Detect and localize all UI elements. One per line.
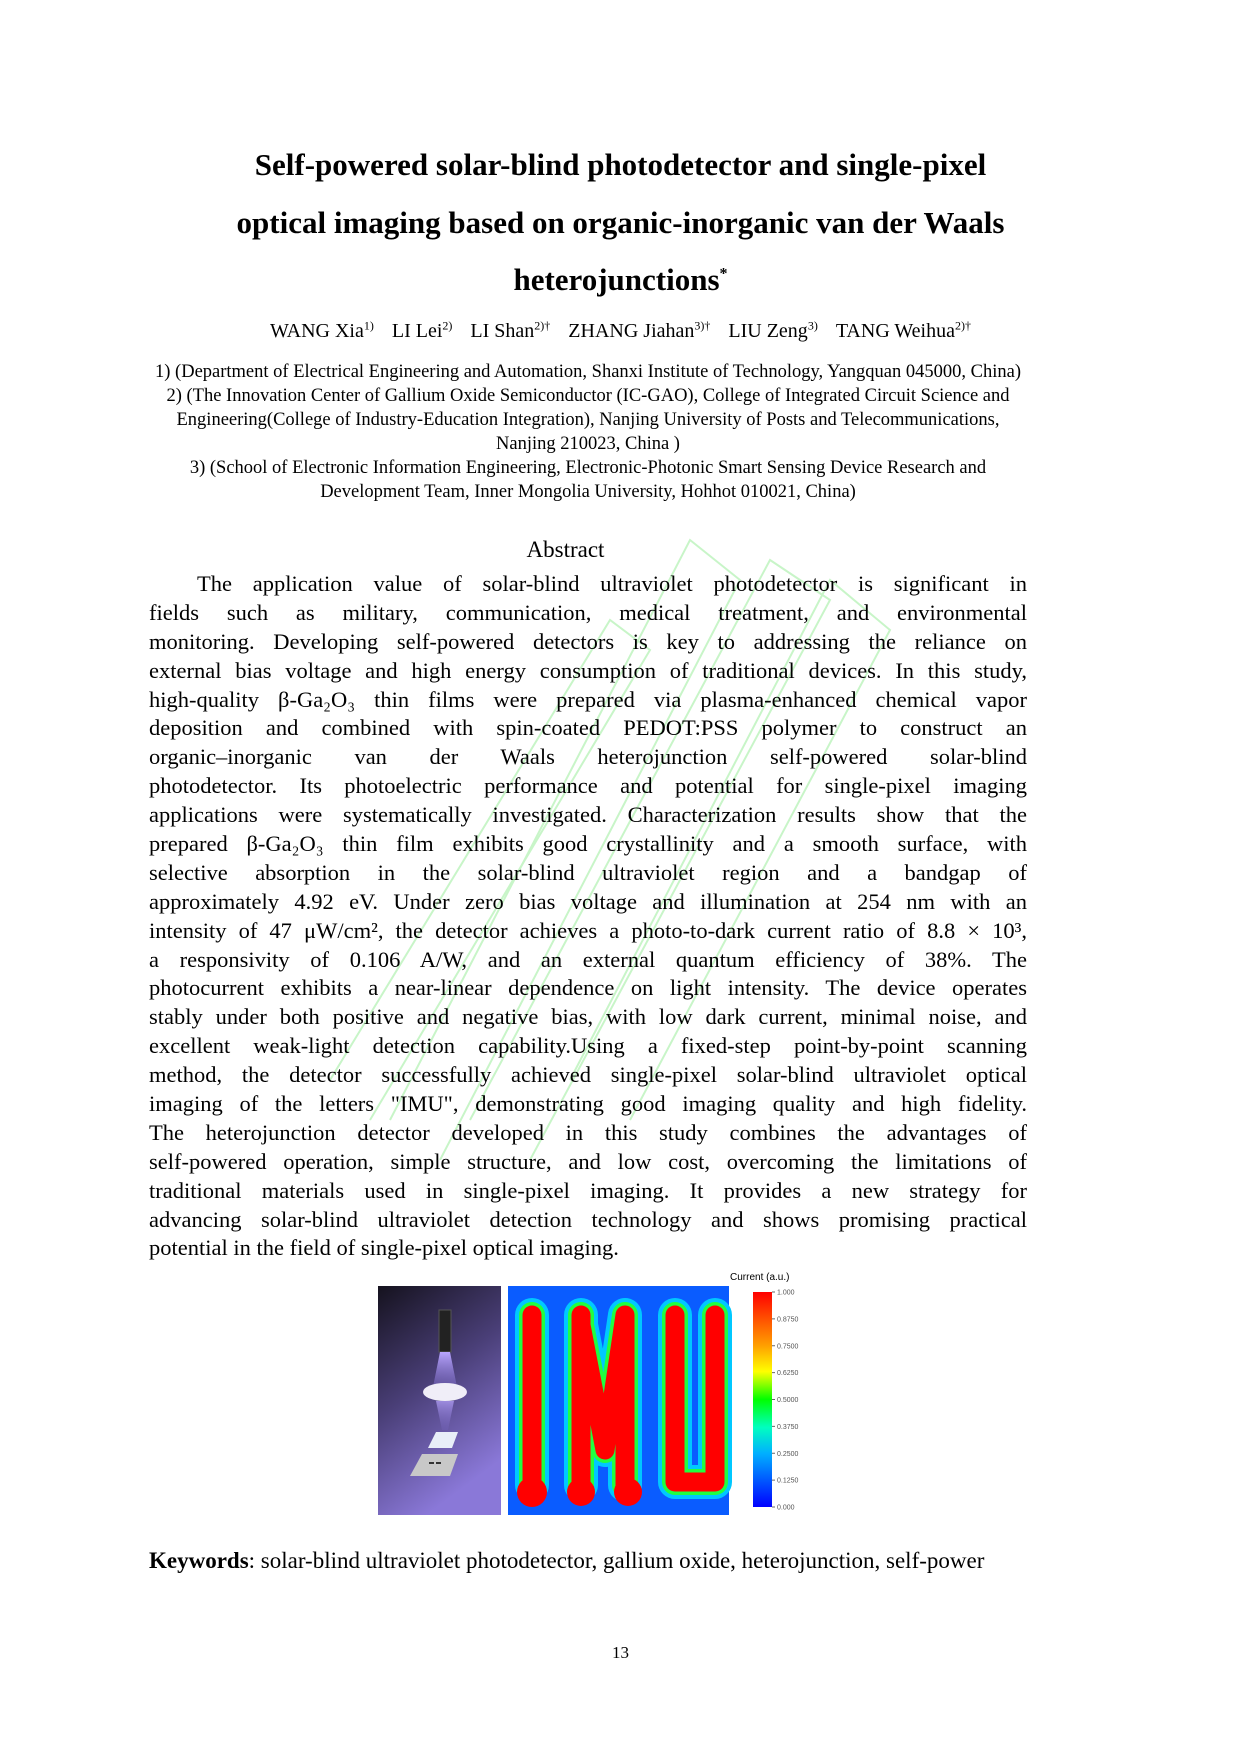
abstract-line: deposition and combined with spin-coated PEDOT:PSS polymer to construct an	[149, 715, 1027, 741]
colorbar-tick-label: 0.5000	[777, 1397, 799, 1404]
author-name: LI Lei	[391, 319, 443, 342]
abstract-line: prepared β-Ga₂O₃ thin film exhibits good crystallinity and a smooth surface, with	[149, 831, 1027, 857]
abstract-line: The application value of solar-blind ultraviolet photodetector is significant in	[197, 571, 1027, 596]
colorbar-tick-label: 0.3750	[777, 1423, 799, 1431]
abstract-line: photocurrent exhibits a near-linear dependence on light intensity. The device operates	[149, 975, 1027, 1001]
author	[392, 320, 453, 342]
affiliation-1: 1) (Department of Electrical Engineering and Automation, Shanxi Institute of Technology, Yangquan 045000, China)	[155, 362, 1021, 382]
keywords-text: : solar-blind ultraviolet photodetector, gallium oxide, heterojunction, self-power	[248, 1548, 985, 1573]
abstract-line: intensity of 47 μW/cm², the detector achieves a photo-to-dark current ratio of 8.8 × 10³,	[149, 917, 1027, 943]
title-footnote-mark: *	[719, 265, 728, 283]
author-affiliation-mark: 2)†	[534, 318, 551, 332]
author-name: WANG Xia	[270, 319, 364, 342]
affiliation-3: 3) (School of Electronic Information Engineering, Electronic-Photonic Smart Sensing Device Research and Development Team, Inner Mongolia University, Hohhot 010021, China)	[189, 458, 987, 502]
abstract-line: a responsivity of 0.106 A/W, and an external quantum efficiency of 38%. The	[149, 946, 1027, 972]
author	[836, 320, 971, 342]
abstract-line: applications were systematically investigated. Characterization results show that the	[149, 802, 1027, 828]
colorbar-label: Current (a.u.)	[730, 1272, 790, 1283]
colorbar-tick-label: 0.6250	[777, 1370, 799, 1378]
keywords-label: Keywords	[149, 1548, 249, 1573]
abstract-line: imaging of the letters "IMU", demonstrating good imaging quality and high fidelity.	[149, 1091, 1027, 1117]
abstract-line: traditional materials used in single-pixel imaging. It provides a new strategy for	[149, 1177, 1027, 1203]
affiliations	[149, 360, 1027, 504]
colorbar	[753, 1292, 772, 1507]
author-name: LIU Zeng	[728, 319, 808, 342]
abstract-line: photodetector. Its photoelectric performance and potential for single-pixel imaging	[149, 773, 1027, 799]
author-name: ZHANG Jiahan	[568, 319, 695, 342]
author-affiliation-mark: 2)†	[954, 318, 971, 332]
abstract-line: organic–inorganic van der Waals heterojunction self-powered solar-blind	[149, 744, 1027, 770]
abstract-line: self-powered operation, simple structure, and low cost, overcoming the limitations of	[149, 1148, 1027, 1174]
figure	[370, 1270, 840, 1530]
author-affiliation-mark: 3)†	[694, 318, 711, 332]
abstract-line: advancing solar-blind ultraviolet detection technology and shows promising practical	[149, 1206, 1027, 1232]
setup-illustration	[378, 1286, 501, 1515]
imu-heatmap	[508, 1286, 729, 1515]
colorbar-ticks	[772, 1290, 799, 1512]
author	[470, 320, 550, 342]
author-affiliation-mark: 3)	[807, 318, 818, 332]
title-line-1: Self-powered solar-blind photodetector and single-pixel	[254, 147, 987, 182]
colorbar-tick-label: 0.1250	[777, 1477, 799, 1485]
author	[270, 320, 374, 342]
colorbar-tick-label: 1.000	[777, 1289, 795, 1297]
abstract-line: high-quality β-Ga₂O₃ thin films were prepared via plasma-enhanced chemical vapor	[149, 686, 1027, 712]
title-line-3	[100, 262, 1141, 298]
abstract-line: external bias voltage and high energy consumption of traditional devices. In this study,	[149, 657, 1027, 683]
abstract-body	[149, 570, 1027, 1263]
abstract-heading: Abstract	[526, 537, 605, 562]
author-affiliation-mark: 2)	[442, 318, 453, 332]
abstract-line: stably under both positive and negative bias, with low dark current, minimal noise, and	[149, 1004, 1027, 1030]
abstract-line: selective absorption in the solar-blind ultraviolet region and a bandgap of	[149, 859, 1027, 885]
page-number: 13	[612, 1643, 629, 1662]
abstract-line: fields such as military, communication, medical treatment, and environmental	[149, 599, 1027, 625]
title-text: heterojunctions	[513, 262, 720, 297]
abstract-line: potential in the field of single-pixel optical imaging.	[149, 1235, 619, 1261]
abstract-line: The heterojunction detector developed in this study combines the advantages of	[149, 1119, 1027, 1145]
author-list	[0, 318, 1241, 343]
author	[568, 320, 710, 342]
colorbar-tick-label: 0.000	[777, 1504, 795, 1512]
author	[728, 320, 817, 342]
author-name: LI Shan	[470, 319, 535, 342]
colorbar-tick-label: 0.2500	[777, 1450, 799, 1458]
abstract-line: monitoring. Developing self-powered detectors is key to addressing the reliance on	[149, 628, 1027, 654]
author-affiliation-mark: 1)	[363, 318, 374, 332]
keywords	[149, 1536, 1027, 1585]
title-line-2: optical imaging based on organic-inorganic van der Waals	[236, 205, 1005, 240]
abstract-line: excellent weak-light detection capability.Using a fixed-step point-by-point scanning	[149, 1033, 1027, 1059]
colorbar-tick-label: 0.8750	[777, 1316, 799, 1324]
author-name: TANG Weihua	[835, 319, 955, 342]
affiliation-2: 2) (The Innovation Center of Gallium Oxide Semiconductor (IC-GAO), College of Integrated Circuit Science and Engineering(College of Industry-Education Integration), Nanjing University of Posts and Telecommunications, Nanjing 210023, China )	[166, 386, 1010, 454]
abstract-line: approximately 4.92 eV. Under zero bias voltage and illumination at 254 nm with an	[149, 888, 1027, 914]
colorbar-tick-label: 0.7500	[777, 1343, 799, 1351]
abstract-line: method, the detector successfully achieved single-pixel solar-blind ultraviolet optical	[149, 1062, 1027, 1088]
